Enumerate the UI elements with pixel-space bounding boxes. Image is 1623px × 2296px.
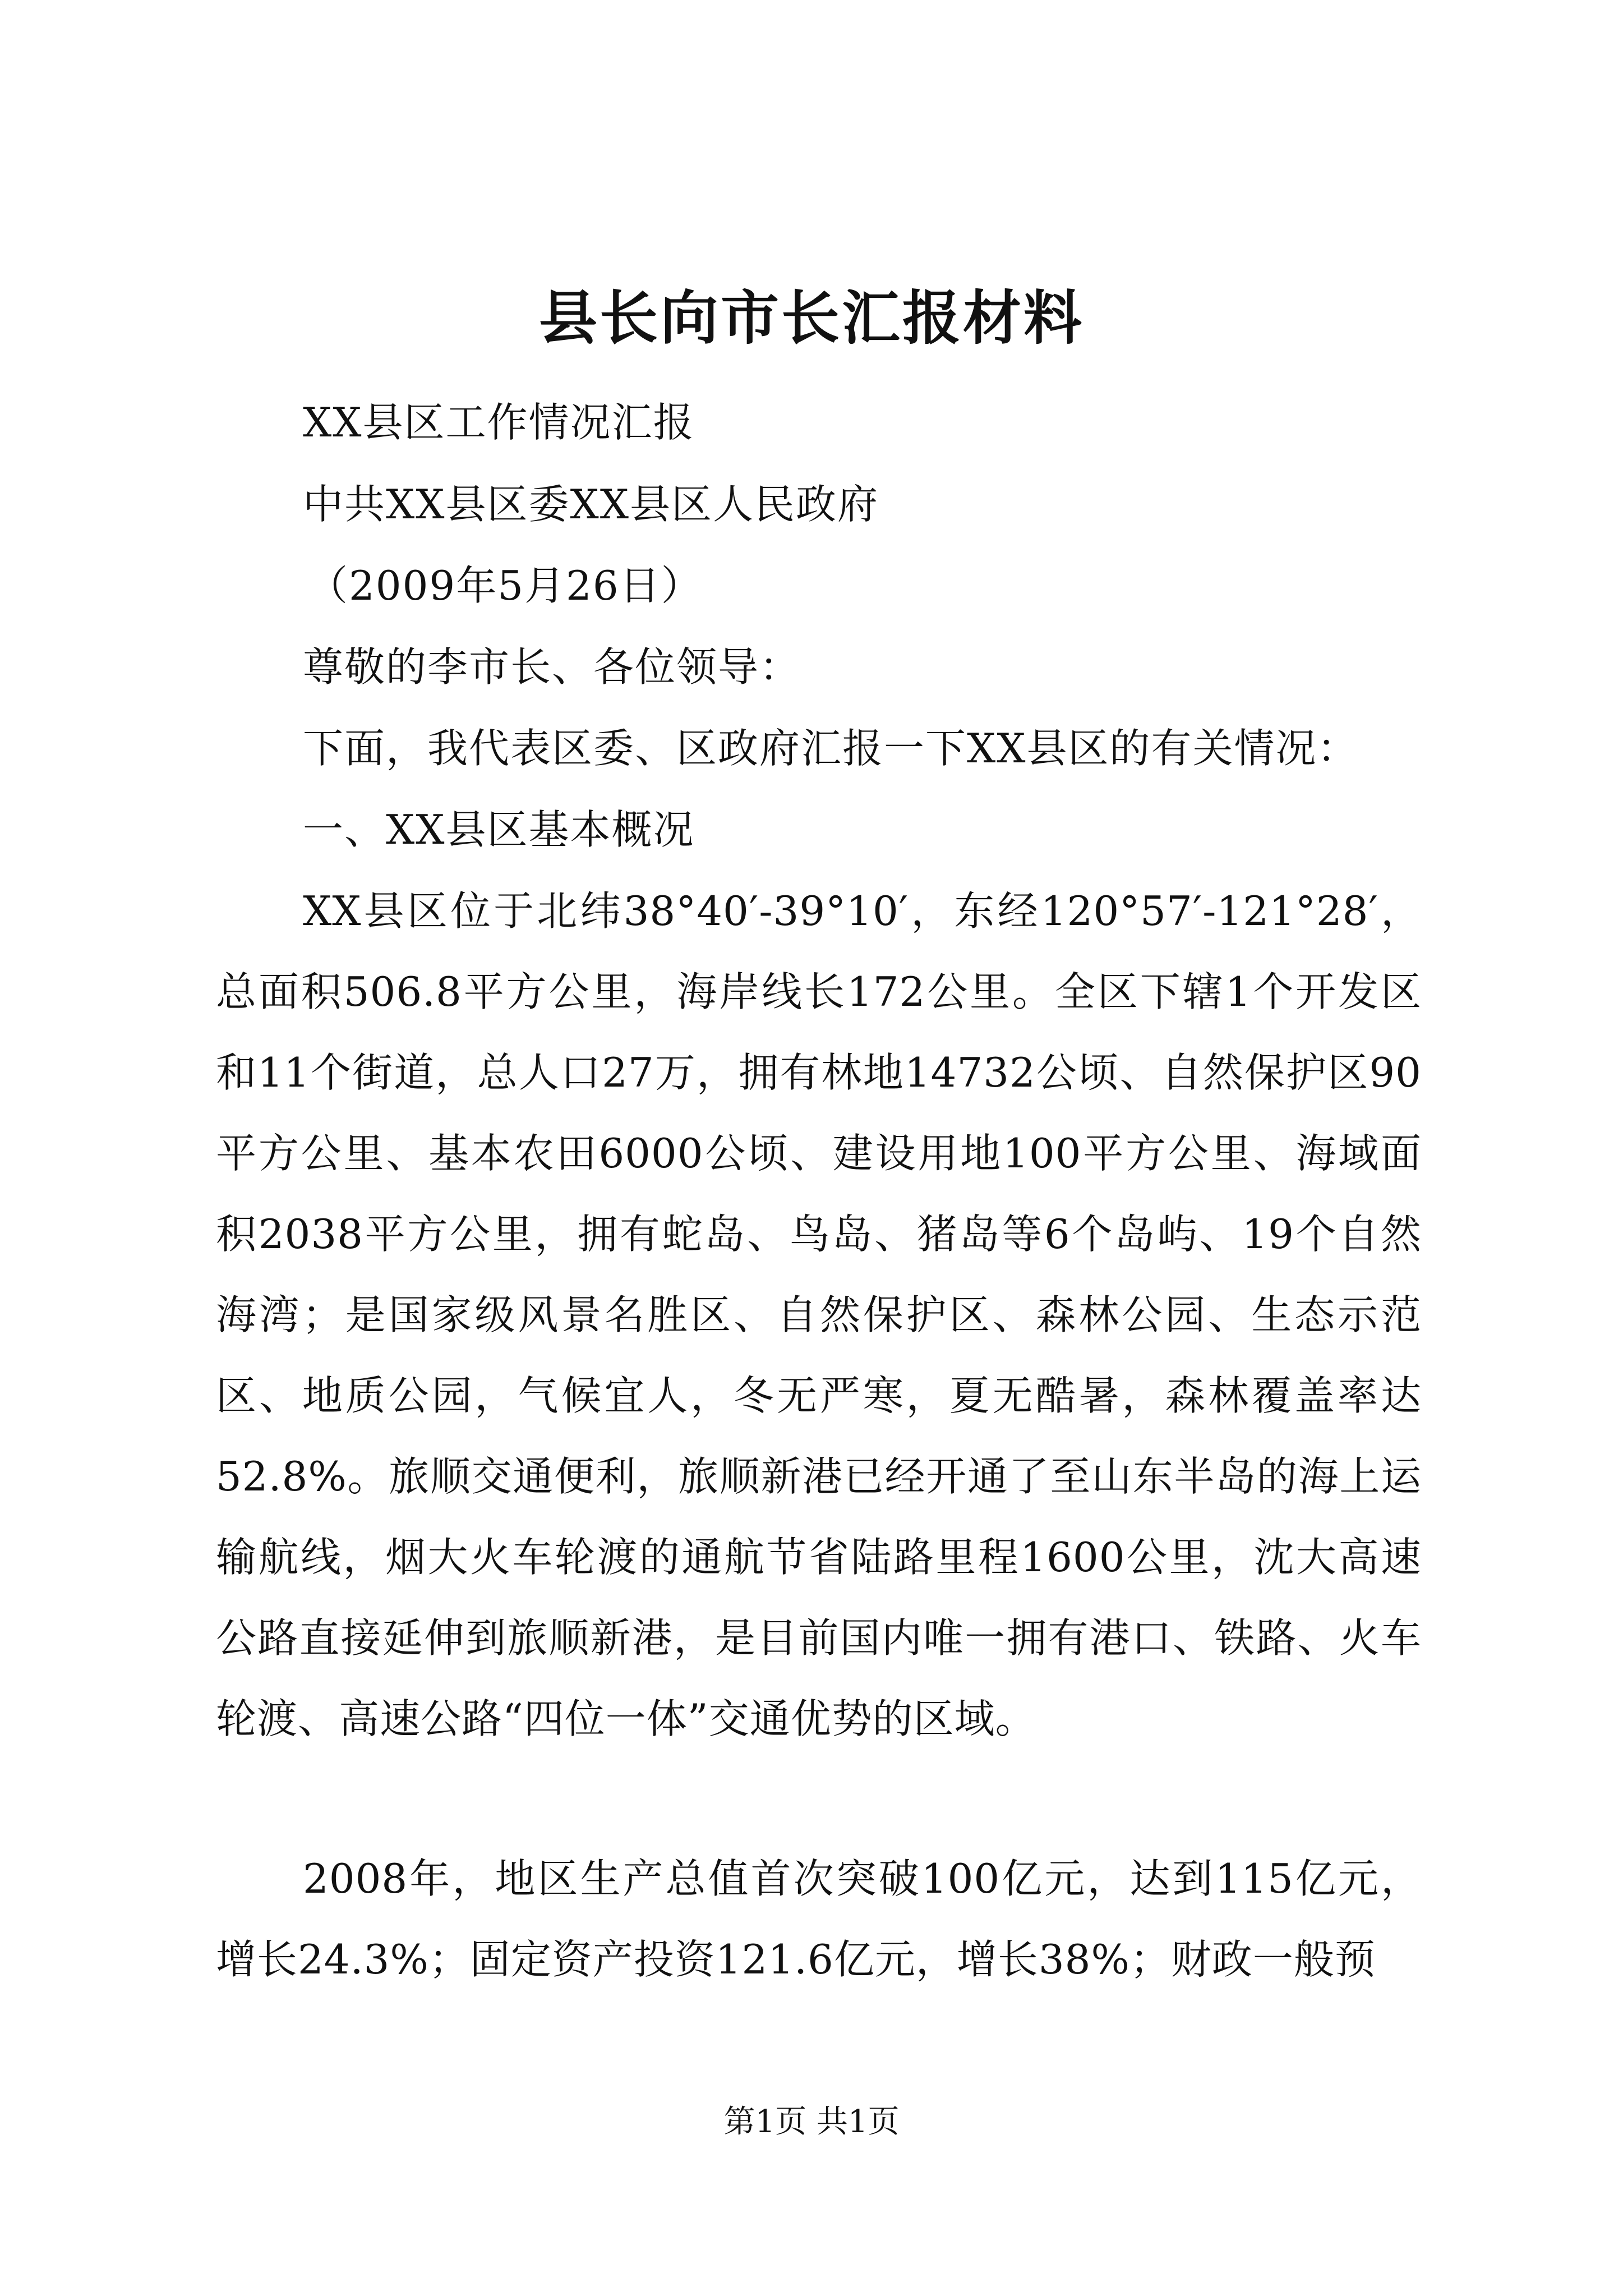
section-heading: 一、XX县区基本概况 [303, 806, 695, 853]
document-title: 县长向市长汇报材料 [538, 283, 1084, 352]
intro-sentence: 下面，我代表区委、区政府汇报一下XX县区的有关情况： [303, 725, 1359, 772]
report-issuer: 中共XX县区委XX县区人民政府 [303, 481, 879, 528]
salutation: 尊敬的李市长、各位领导： [303, 643, 801, 691]
overview-paragraph: XX县区位于北纬38°40′-39°10′，东经120°57′-121°28′，总面积506.8平方公里，海岸线长172公里。全区下辖1个开发区和11个街道，总人口27万，拥有林地14732公顷、自然保护区90平方公里、基本农田6000公顷、建设用地100平方公里、海域面积2038平方公里，拥有蛇岛、鸟岛、猪岛等6个岛屿、19个自然海湾；是国家级风景名胜区、自然保护区、森林公园、生态示范区、地质公园，气候宜人，冬无严寒，夏无酷暑，森林覆盖率达52.8%。旅顺交通便利，旅顺新港已经开通了至山东半岛的海上运输航线，烟大火车轮渡的通航节省陆路里程1600公里，沈大高速公路直接延伸到旅顺新港，是目前国内唯一拥有港口、铁路、火车轮渡、高速公路“四位一体”交通优势的区域。 [216, 887, 1422, 1742]
page-footer: 第1页 共1页 [723, 2104, 900, 2140]
report-heading: XX县区工作情况汇报 [303, 399, 695, 446]
economy-paragraph: 2008年，地区生产总值首次突破100亿元，达到115亿元，增长24.3%；固定资产投资121.6亿元，增长38%；财政一般预 [216, 1855, 1422, 1983]
report-date: （2009年5月26日） [307, 562, 703, 609]
